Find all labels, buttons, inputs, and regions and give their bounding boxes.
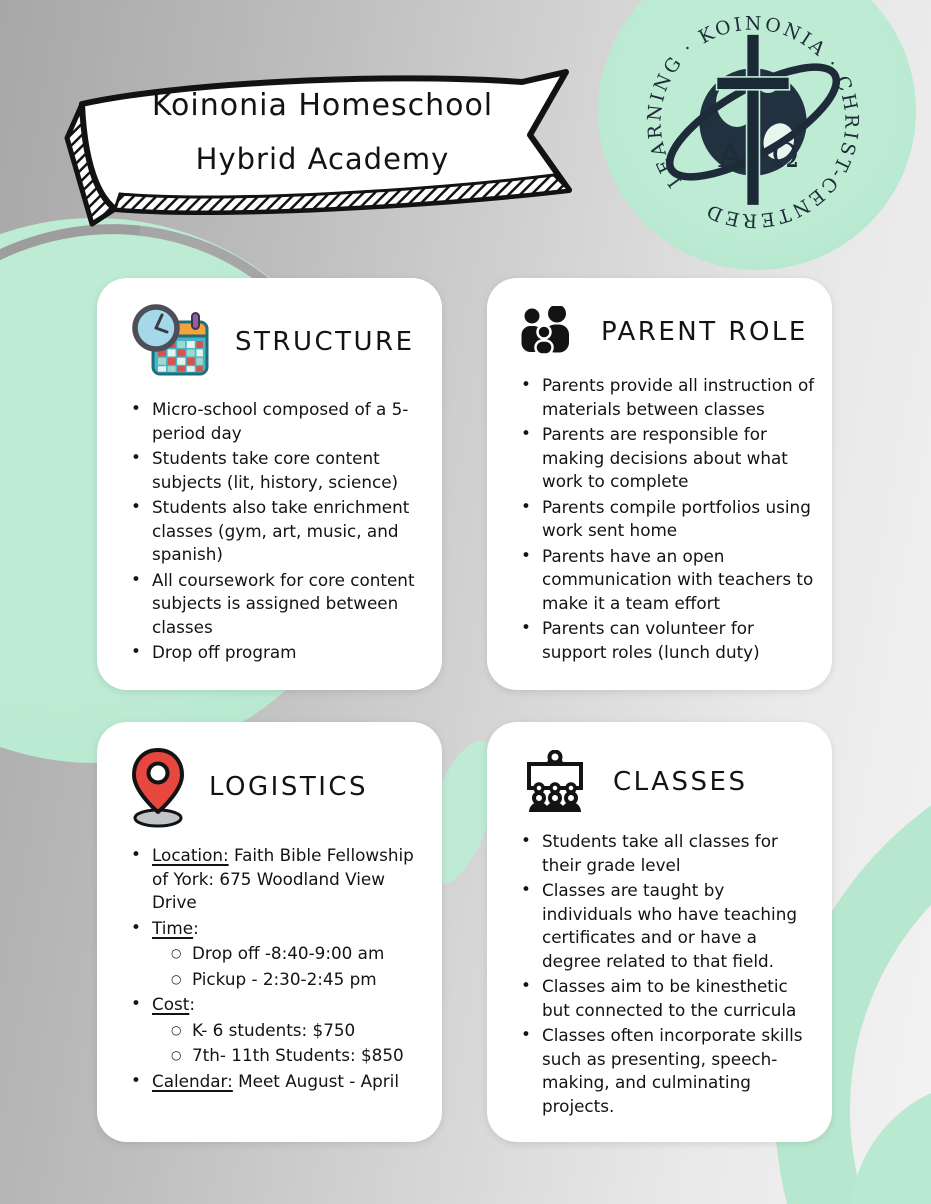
omega-letter: Ω: [771, 136, 799, 176]
hollow-bullet-marker: ○: [171, 1022, 182, 1037]
list-item: • Calendar: Meet August - April: [131, 1069, 400, 1091]
koinonia-logo: [630, 4, 876, 240]
card-structure: [97, 278, 442, 690]
card-title: PARENT ROLE: [601, 317, 808, 347]
list-item: • Classes often incorporate skills such as presenting, speech-making, and culminating projects.: [521, 1024, 803, 1116]
logo-ring-text: LEARNING · KOINONIA · CHRIST-CENTERED: [644, 13, 862, 231]
list-item: • Drop off program: [131, 641, 297, 663]
bullet-marker: •: [131, 641, 141, 662]
list-item: • Time:: [131, 916, 199, 938]
logistics-list: [97, 844, 442, 1093]
list-item: ○ 7th- 11th Students: $850: [171, 1045, 404, 1066]
family-icon: [519, 306, 579, 358]
banner-title-line1: Koinonia Homeschool: [151, 88, 494, 123]
bullet-marker: •: [131, 1069, 141, 1090]
list-item: • All coursework for core content subjects is assigned between classes: [131, 568, 415, 637]
list-item: • Students also take enrichment classes (gym, art, music, and spanish): [131, 496, 410, 565]
list-item: • Classes are taught by individuals who have teaching certificates and or have a degree related to that field.: [521, 879, 797, 971]
bullet-marker: •: [521, 879, 531, 900]
card-title: LOGISTICS: [209, 772, 369, 802]
bullet-marker: •: [521, 975, 531, 996]
clock-calendar-icon: [129, 302, 213, 382]
list-item: • Micro-school composed of a 5-period day: [131, 398, 409, 443]
hollow-bullet-marker: ○: [171, 946, 182, 961]
list-item: • Parents have an open communication with teachers to make it a team effort: [521, 544, 814, 613]
alpha-letter: A: [718, 136, 743, 176]
list-item: • Parents compile portfolios using work sent home: [521, 495, 811, 541]
list-item: • Cost:: [131, 993, 195, 1015]
card-classes: [487, 722, 832, 1142]
classroom-icon: [519, 750, 591, 814]
list-item: • Parents can volunteer for support roles (lunch duty): [521, 617, 760, 662]
bullet-marker: •: [521, 495, 531, 516]
hollow-bullet-marker: ○: [171, 1048, 182, 1063]
banner-title-line2: Hybrid Academy: [195, 142, 450, 176]
list-item: ○ K- 6 students: $750: [171, 1019, 356, 1040]
bullet-marker: •: [131, 568, 141, 589]
card-parent-role: [487, 278, 832, 690]
bullet-marker: •: [521, 1024, 531, 1045]
bullet-marker: •: [521, 374, 531, 394]
list-item: • Parents provide all instruction of materials between classes: [521, 374, 815, 419]
card-title: STRUCTURE: [235, 327, 415, 357]
hollow-bullet-marker: ○: [171, 971, 182, 986]
list-item: • Parents are responsible for making decisions about what work to complete: [521, 423, 788, 492]
list-item: ○ Drop off -8:40-9:00 am: [171, 943, 385, 964]
list-item: • Location: Faith Bible Fellowship of York: 675 Woodland View Drive: [131, 844, 414, 913]
bullet-marker: •: [521, 830, 531, 850]
card-logistics: [97, 722, 442, 1142]
bullet-marker: •: [131, 398, 141, 418]
bullet-marker: •: [131, 447, 141, 468]
bullet-marker: •: [521, 423, 531, 444]
bullet-marker: •: [521, 544, 531, 565]
bullet-marker: •: [131, 916, 141, 937]
bullet-marker: •: [131, 993, 141, 1014]
list-item: • Classes aim to be kinesthetic but connected to the curricula: [521, 975, 797, 1020]
classes-list: [487, 830, 832, 1118]
list-item: • Students take core content subjects (lit, history, science): [131, 447, 399, 492]
card-title: CLASSES: [613, 767, 748, 797]
banner-title: [60, 42, 585, 232]
parent-role-list: [487, 374, 832, 664]
bullet-marker: •: [131, 844, 141, 864]
list-item: ○ Pickup - 2:30-2:45 pm: [171, 968, 377, 989]
list-item: • Students take all classes for their grade level: [521, 830, 778, 875]
bullet-marker: •: [131, 496, 141, 517]
map-pin-icon: [129, 746, 187, 828]
structure-list: [97, 398, 442, 665]
bullet-marker: •: [521, 617, 531, 638]
